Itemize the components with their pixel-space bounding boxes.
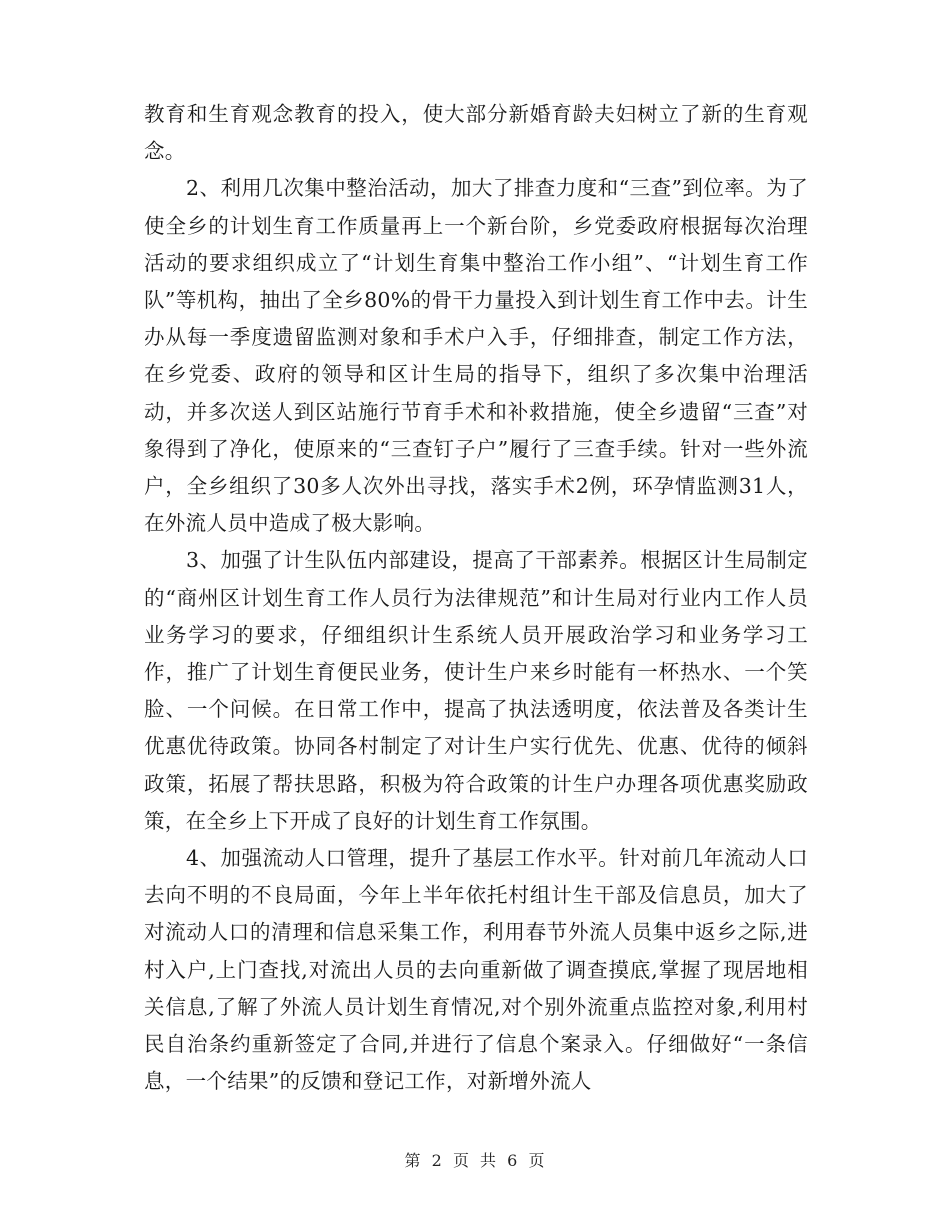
page-footer: [0, 1148, 950, 1171]
footer-total-pages: 6: [507, 1151, 519, 1170]
paragraph-item-3: 3、加强了计生队伍内部建设，提高了干部素养。根据区计生局制定的“商州区计划生育工作人员行为法律规范”和计生局对行业内工作人员业务学习的要求，仔细组织计生系统人员开展政治学习和业务学习工作，推广了计划生育便民业务，使计生户来乡时能有一杯热水、一个笑脸、一个问候。在日常工作中，提高了执法透明度，依法普及各类计生优惠优待政策。协同各村制定了对计生户实行优先、优惠、优待的倾斜政策，拓展了帮扶思路，积极为符合政策的计生户办理各项优惠奖励政策，在全乡上下开成了良好的计划生育工作氛围。: [144, 548, 808, 833]
paragraph-item-4: 4、加强流动人口管理，提升了基层工作水平。针对前几年流动人口去向不明的不良局面，今年上半年依托村组计生干部及信息员，加大了对流动人口的清理和信息采集工作，利用春节外流人员集中返乡之际,进村入户,上门查找,对流出人员的去向重新做了调查摸底,掌握了现居地相关信息,了解了外流人员计划生育情况,对个别外流重点监控对象,利用村民自治条约重新签定了合同,并进行了信息个案录入。仔细做好“一条信息，一个结果”的反馈和登记工作，对新增外流人: [144, 846, 808, 1094]
paragraph-continuation: 教育和生育观念教育的投入，使大部分新婚育龄夫妇树立了新的生育观念。: [144, 102, 808, 164]
footer-page-unit: 页: [452, 1151, 470, 1170]
footer-suffix: 页: [528, 1151, 546, 1170]
footer-prefix: 第: [404, 1151, 422, 1170]
footer-current-page: 2: [431, 1151, 443, 1170]
document-body: [144, 96, 808, 1100]
footer-total-word: 共: [480, 1151, 498, 1170]
paragraph-item-2: 2、利用几次集中整治活动，加大了排查力度和“三查”到位率。为了使全乡的计划生育工作质量再上一个新台阶，乡党委政府根据每次治理活动的要求组织成立了“计划生育集中整治工作小组”、“计划生育工作队”等机构，抽出了全乡80%的骨干力量投入到计划生育工作中去。计生办从每一季度遗留监测对象和手术户入手，仔细排查，制定工作方法，在乡党委、政府的领导和区计生局的指导下，组织了多次集中治理活动，并多次送人到区站施行节育手术和补救措施，使全乡遗留“三查”对象得到了净化，使原来的“三查钉子户”履行了三查手续。针对一些外流户，全乡组织了30多人次外出寻找，落实手术2例，环孕情监测31人，在外流人员中造成了极大影响。: [144, 176, 808, 536]
